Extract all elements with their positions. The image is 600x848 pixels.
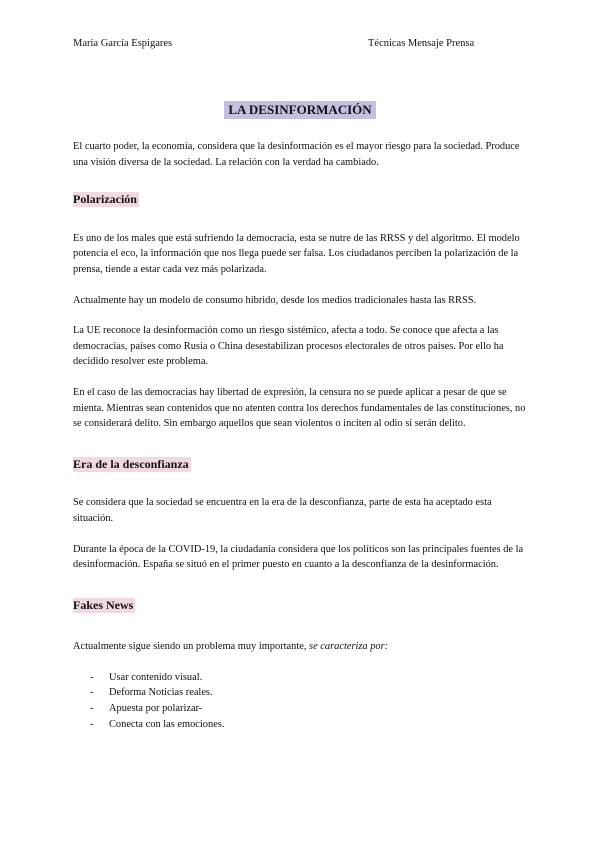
list-item-text: Conecta con las emociones. (109, 718, 225, 730)
section-heading-polarizacion: Polarización (73, 192, 137, 207)
list-item (73, 701, 527, 717)
section-heading-desconfianza: Era de la desconfianza (73, 456, 189, 471)
document-title: LA DESINFORMACIÓN (224, 101, 375, 119)
list-item (73, 717, 527, 733)
bullet-dash: - (90, 671, 94, 683)
paragraph: Actualmente hay un modelo de consumo híbrido, desde los medios tradicionales hasta las RRSS. (73, 294, 477, 306)
document-body (73, 139, 527, 732)
paragraph: Se considera que la sociedad se encuentra en la era de la desconfianza, parte de esta ha aceptado esta situación. (73, 497, 492, 524)
list-item-text: Deforma Noticias reales. (109, 687, 213, 699)
paragraph: En el caso de las democracias hay libertad de expresión, la censura no se puede aplicar a pesar de que se mienta. Mientras sean contenidos que no atenten contra los derechos fundamentales de las constituciones, no se considerará delito. Sin embargo aquellos que sean violentos o inciten al odio sí serán delito. (73, 386, 526, 430)
title-wrap (0, 101, 600, 119)
header-course: Técnicas Mensaje Prensa (368, 38, 475, 49)
paragraph: Es uno de los males que está sufriendo la democracia, esta se nutre de las RRSS y del algoritmo. El modelo potencia el eco, la información que nos llega puede ser falsa. Los ciudadanos perciben la polarización de la prensa, tiende a estar cada vez más polarizada. (73, 232, 520, 275)
list-item-text: Usar contenido visual. (109, 671, 203, 683)
list-item (73, 685, 527, 701)
paragraph: La UE reconoce la desinformación como un riesgo sistémico, afecta a todo. Se conoce que afecta a las democracias, países como Rusia o China desestabilizan procesos electorales de otros países. Por ello ha decidido resolver este problema. (73, 325, 504, 368)
fakes-lead-paragraph (73, 639, 527, 655)
bullet-dash: - (90, 718, 94, 730)
bullet-dash: - (90, 703, 94, 715)
fakes-lead-text: Actualmente sigue siendo un problema muy importante, (73, 641, 310, 653)
intro-paragraph: El cuarto poder, la economía, considera que la desinformación es el mayor riesgo para la sociedad. Produce una visión diversa de la sociedad. La relación con la verdad ha cambiado. (73, 141, 520, 168)
header-author: María García Espigares (73, 38, 173, 49)
fakes-lead-emphasis: se caracteriza por: (309, 641, 389, 653)
paragraph: Durante la época de la COVID-19, la ciudadanía considera que los políticos son las principales fuentes de la desinformación. España se situó en el primer puesto en cuanto a la desconfianza de la desinformación. (73, 543, 524, 571)
section-heading-fakes: Fakes News (73, 597, 134, 612)
fakes-bullet-list (73, 670, 527, 732)
bullet-dash: - (90, 687, 94, 699)
list-item (73, 670, 527, 686)
list-item-text: Apuesta por polarizar- (109, 703, 203, 715)
page-header (73, 38, 527, 52)
